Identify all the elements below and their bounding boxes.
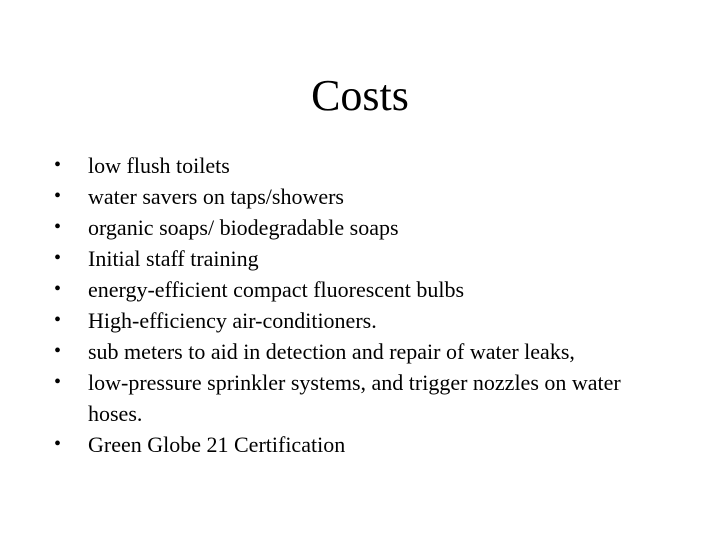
bullet-icon: • (54, 247, 62, 269)
bullet-item-water-savers (50, 181, 670, 212)
bullet-item-air-conditioners (50, 305, 670, 336)
bullet-item-green-globe (50, 429, 670, 460)
slide-title-text: Costs (311, 71, 409, 120)
bullet-text: sub meters to aid in detection and repair of water leaks, (88, 339, 575, 364)
slide-title (0, 70, 720, 122)
bullet-text: low flush toilets (88, 153, 230, 178)
bullet-text: Green Globe 21 Certification (88, 432, 346, 457)
bullet-item-sprinkler-systems (50, 367, 670, 429)
bullet-icon: • (54, 433, 62, 455)
bullet-item-staff-training (50, 243, 670, 274)
bullet-item-organic-soaps (50, 212, 670, 243)
bullet-icon: • (54, 309, 62, 331)
bullet-item-low-flush-toilets (50, 150, 670, 181)
bullet-text: High-efficiency air-conditioners. (88, 308, 377, 333)
bullet-text: Initial staff training (88, 246, 259, 271)
bullet-icon: • (54, 154, 62, 176)
bullet-icon: • (54, 371, 62, 393)
bullet-list (50, 150, 670, 460)
bullet-item-sub-meters (50, 336, 670, 367)
bullet-text: low-pressure sprinkler systems, and trigger nozzles on water hoses. (88, 370, 621, 426)
bullet-icon: • (54, 185, 62, 207)
bullet-text: water savers on taps/showers (88, 184, 344, 209)
bullet-icon: • (54, 340, 62, 362)
bullet-item-fluorescent-bulbs (50, 274, 670, 305)
bullet-icon: • (54, 278, 62, 300)
bullet-icon: • (54, 216, 62, 238)
bullet-text: organic soaps/ biodegradable soaps (88, 215, 399, 240)
bullet-text: energy-efficient compact fluorescent bulbs (88, 277, 465, 302)
